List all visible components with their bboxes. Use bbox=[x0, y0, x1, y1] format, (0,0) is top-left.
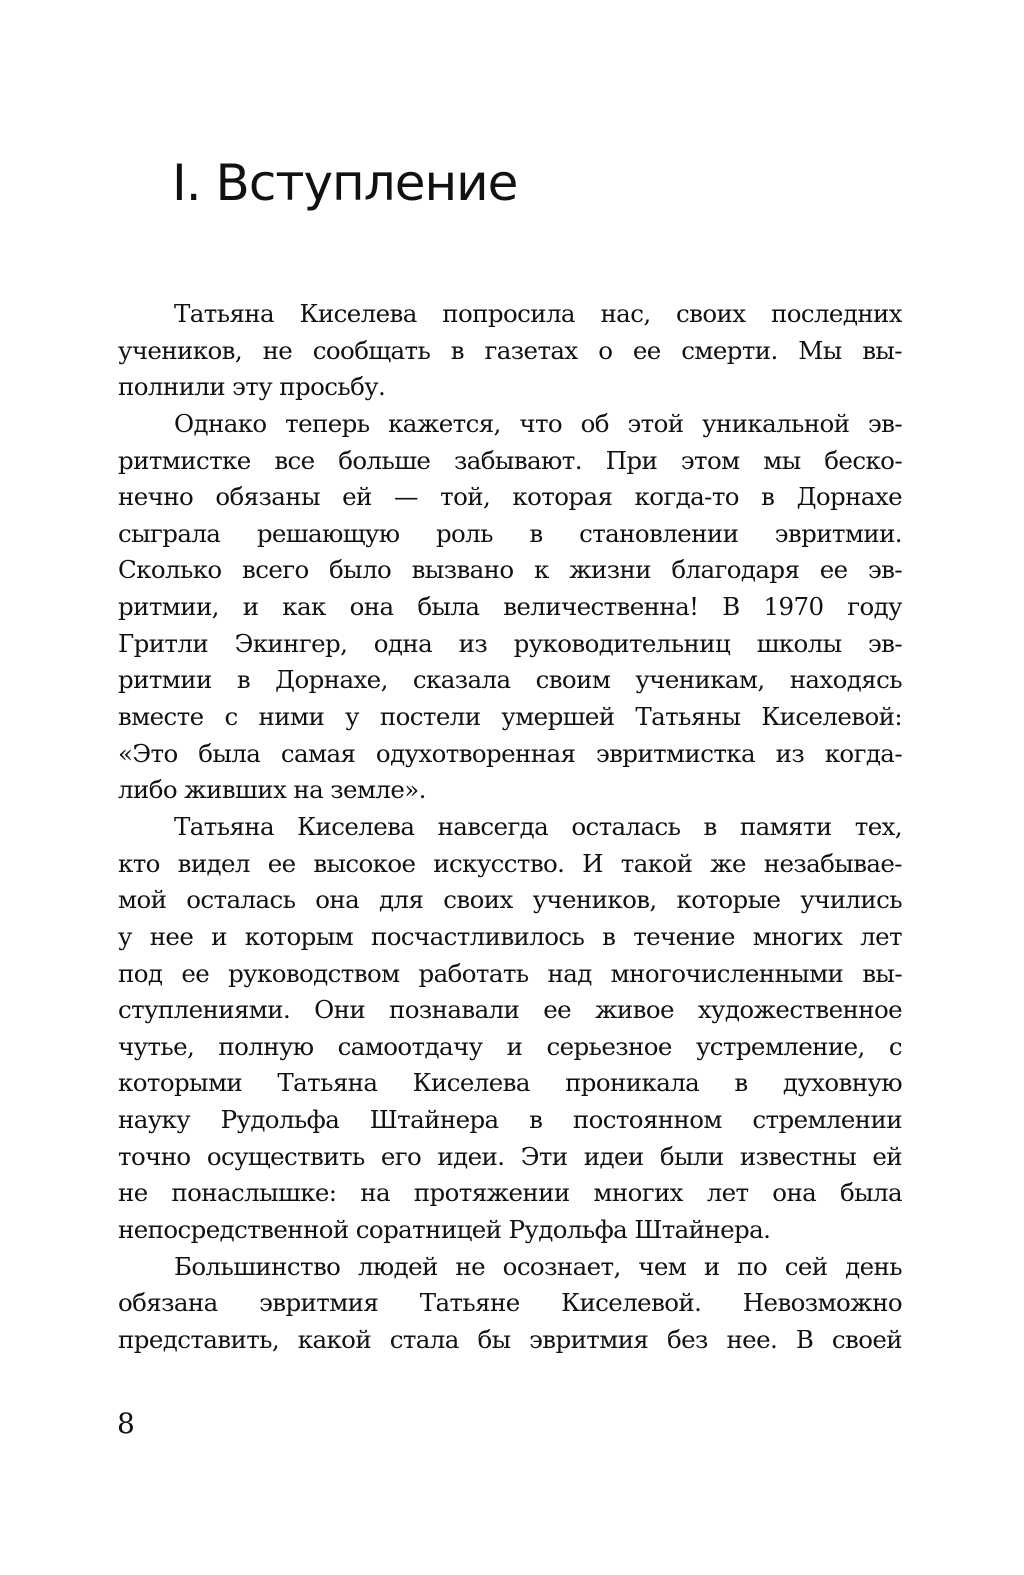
text-line: сыграла решающую роль в становлении эвритмии. bbox=[118, 518, 902, 548]
text-line: нечно обязаны ей — той, которая когда-то в Дорнахе bbox=[118, 482, 902, 512]
paragraph bbox=[118, 1249, 902, 1359]
text-line: не понаслышке: на протяжении многих лет она была bbox=[118, 1178, 902, 1208]
paragraph bbox=[118, 406, 902, 809]
text-line: чутье, полную самоотдачу и серьезное устремление, с bbox=[118, 1031, 902, 1061]
text-line: ритмии в Дорнахе, сказала своим ученикам, находясь bbox=[118, 665, 902, 695]
text-line: Гритли Экингер, одна из руководительниц школы эв- bbox=[118, 628, 902, 658]
page-number: 8 bbox=[117, 1407, 135, 1440]
text-line: точно осуществить его идеи. Эти идеи были известны ей bbox=[118, 1141, 902, 1171]
chapter-title: I. Вступление bbox=[172, 154, 518, 212]
text-line: науку Рудольфа Штайнера в постоянном стремлении bbox=[118, 1105, 902, 1135]
text-line: непосредственной соратницей Рудольфа Штайнера. bbox=[118, 1215, 771, 1245]
text-line: «Это была самая одухотворенная эвритмистка из когда- bbox=[118, 738, 902, 768]
text-line: Большинство людей не осознает, чем и по сей день bbox=[174, 1251, 902, 1281]
text-line: мой осталась она для своих учеников, которые учились bbox=[118, 885, 902, 915]
text-line: ступлениями. Они познавали ее живое художественное bbox=[118, 995, 902, 1025]
text-line: ритмистке все больше забывают. При этом мы беско- bbox=[118, 445, 902, 475]
text-line: полнили эту просьбу. bbox=[118, 372, 386, 402]
text-line: Сколько всего было вызвано к жизни благодаря ее эв- bbox=[118, 555, 902, 585]
text-line: учеников, не сообщать в газетах о ее смерти. Мы вы- bbox=[118, 335, 902, 365]
text-line: вместе с ними у постели умершей Татьяны Киселевой: bbox=[118, 702, 902, 732]
paragraph bbox=[118, 296, 902, 406]
text-line: кто видел ее высокое искусство. И такой же незабывае- bbox=[118, 848, 902, 878]
body-text bbox=[118, 296, 902, 1359]
text-line: либо живших на земле». bbox=[118, 775, 426, 805]
text-line: представить, какой стала бы эвритмия без нее. В своей bbox=[118, 1324, 902, 1354]
text-line: Татьяна Киселева навсегда осталась в памяти тех, bbox=[174, 811, 902, 841]
text-line: которыми Татьяна Киселева проникала в духовную bbox=[118, 1068, 902, 1098]
text-line: обязана эвритмия Татьяне Киселевой. Невозможно bbox=[118, 1288, 902, 1318]
text-line: под ее руководством работать над многочисленными вы- bbox=[118, 958, 902, 988]
paragraph bbox=[118, 809, 902, 1249]
text-line: Татьяна Киселева попросила нас, своих последних bbox=[174, 299, 902, 328]
text-line: ритмии, и как она была величественна! В 1970 году bbox=[118, 592, 902, 622]
text-line: у нее и которым посчастливилось в течение многих лет bbox=[118, 921, 902, 951]
text-line: Однако теперь кажется, что об этой уникальной эв- bbox=[174, 408, 902, 438]
